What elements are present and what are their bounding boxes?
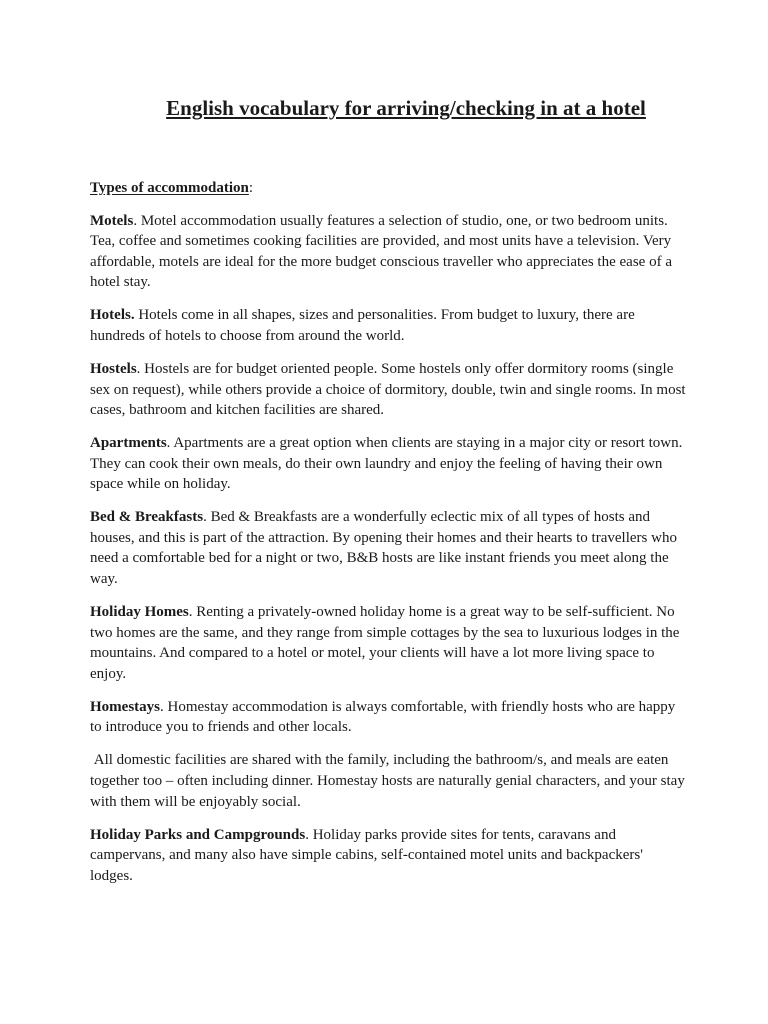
term-hostels: Hostels <box>90 360 137 377</box>
page-title: English vocabulary for arriving/checking in at a hotel <box>166 96 646 120</box>
term-hotels: Hotels. <box>90 307 135 324</box>
description-apartments: Apartments are a great option when clients are staying in a major city or resort town. They can cook their own meals, do their own laundry and enjoy the feeling of having their own space while on holiday. <box>90 435 683 493</box>
paragraph-homestays <box>90 697 686 738</box>
term-motels: Motels <box>90 212 134 229</box>
paragraph-holiday-homes <box>90 602 686 684</box>
term-separator: . <box>203 509 211 526</box>
paragraph-bed-and-breakfasts <box>90 507 686 589</box>
description-hotels: Hotels come in all shapes, sizes and personalities. From budget to luxury, there are hundreds of hotels to choose from around the world. <box>90 307 635 344</box>
term-separator: . <box>136 360 145 377</box>
term-apartments: Apartments <box>90 435 167 452</box>
section-heading-colon: : <box>248 180 254 196</box>
description-bed-and-breakfasts: Bed & Breakfasts are a wonderfully eclectic mix of all types of hosts and houses, and this is part of the attraction. By opening their homes and their hearts to travellers who need a comfortable bed for a night or two, B&B hosts are like instant friends you meet along the way. <box>90 509 677 588</box>
description-homestays-continued: All domestic facilities are shared with the family, including the bathroom/s, and meals are eaten together too – often including dinner. Homestay hosts are naturally genial characters, and your stay with them will be enjoyably social. <box>90 752 689 810</box>
description-hostels: Hostels are for budget oriented people. Some hostels only offer dormitory rooms (single sex on request), while others provide a choice of dormitory, double, twin and single rooms. In most cases, bathroom and kitchen facilities are shared. <box>90 360 686 419</box>
term-bed-and-breakfasts: Bed & Breakfasts <box>90 509 204 526</box>
term-separator: . <box>188 604 197 621</box>
section-heading-text: Types of accommodation <box>90 180 249 196</box>
term-holiday-parks: Holiday Parks and Campgrounds <box>90 826 306 843</box>
description-homestays: Homestay accommodation is always comfortable, with friendly hosts who are happy to introduce you to friends and other locals. <box>90 698 676 736</box>
paragraph-hotels <box>90 305 686 346</box>
term-separator: . <box>305 826 313 843</box>
paragraph-motels <box>90 211 686 293</box>
description-holiday-parks: Holiday parks provide sites for tents, caravans and campervans, and many also have simple cabins, self-contained motel units and backpackers' lodges. <box>90 826 643 884</box>
document-body <box>90 178 689 899</box>
description-holiday-homes: Renting a privately-owned holiday home is a great way to be self-sufficient. No two homes are the same, and they range from simple cottages by the sea to luxurious lodges in the mountains. And compared to a hotel or motel, your clients will have a lot more living space to enjoy. <box>90 604 680 682</box>
paragraph-homestays-continued <box>90 750 689 812</box>
term-holiday-homes: Holiday Homes <box>90 604 189 621</box>
description-motels: Motel accommodation usually features a selection of studio, one, or two bedroom units. Tea, coffee and sometimes cooking facilities are provided, and most units have a television. Very affordable, motels are ideal for the more budget conscious traveller who appreciates the ease of a hotel stay. <box>90 212 672 291</box>
paragraph-hostels <box>90 359 686 421</box>
term-separator: . <box>133 212 141 229</box>
paragraph-holiday-parks <box>90 825 686 887</box>
term-separator: . <box>160 698 168 715</box>
paragraph-apartments <box>90 433 686 495</box>
term-separator: . <box>166 435 174 452</box>
term-homestays: Homestays <box>90 698 160 715</box>
section-heading <box>90 178 686 199</box>
